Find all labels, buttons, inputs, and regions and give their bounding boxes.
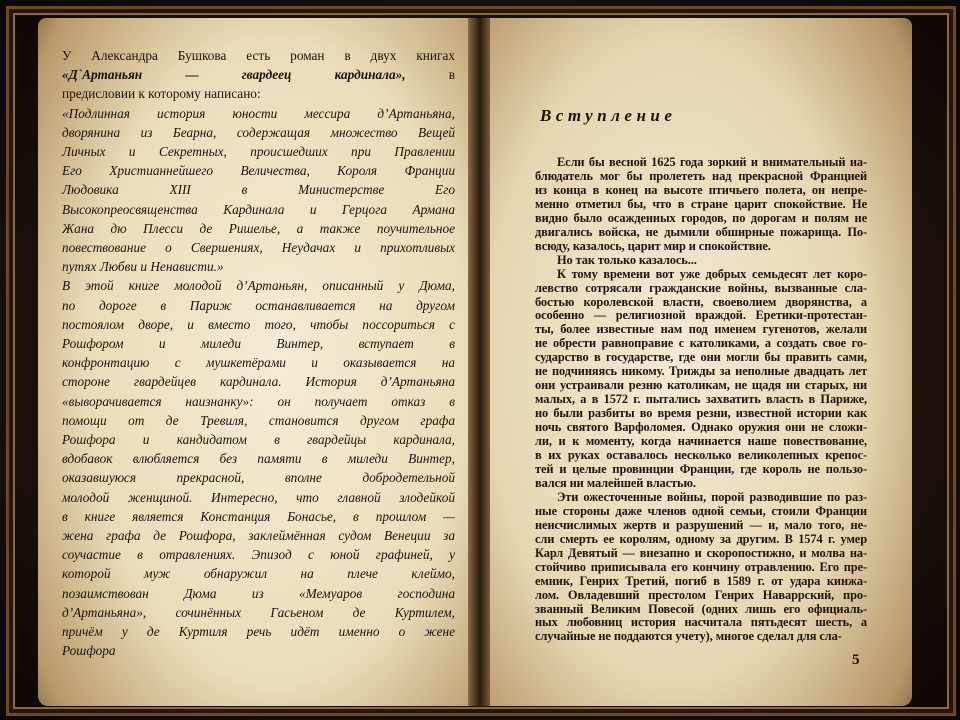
text-line: молодой женщиной. Интересно, что главной злодейкой <box>62 489 455 505</box>
text-line: Жана дю Плесси де Ришелье, а также поучительное <box>62 220 455 236</box>
book-spine <box>468 18 490 706</box>
text-line: Рошфора и кандидатом в гвардейцы кардинала, <box>62 432 455 448</box>
text-line: видно было осажденных городов, по дорогам и полям не <box>535 210 867 225</box>
page-number: 5 <box>852 652 860 668</box>
text-line: Если бы весной 1625 года зоркий и внимательный на- <box>557 155 867 169</box>
text-line: оказавшуюся прекрасной, вполне добродетельной <box>62 470 455 486</box>
text-line: стороне гвардейцев кардинала. История д’Артаньяна <box>62 374 455 390</box>
intro-title-tail: в <box>448 67 455 83</box>
intro-line: У Александра Бушкова есть роман в двух книгах <box>62 48 455 63</box>
text-line: званный Великим Повесой (одних лишь его официаль- <box>535 601 867 616</box>
text-line: по дороге в Париж останавливается на другом <box>62 297 455 313</box>
novel-title: «Д`Артаньян — гвардеец кардинала», <box>62 67 406 83</box>
text-line: Личных и Секретных, происшедших при Правлении <box>62 144 455 160</box>
text-line: они устраивали резню католикам, не щадя ни старых, ни <box>535 378 867 393</box>
text-line: Людовика XIII в Министерстве Его <box>62 182 455 198</box>
text-line: повествование о Свершениях, Неудачах и прихотливых <box>62 240 455 256</box>
text-line: в их руках оставалось несколько великолепных крепос- <box>535 448 867 463</box>
text-line: Эти ожесточенные войны, порой разводившие по раз- <box>557 489 867 504</box>
intro-line: предисловии к которому написано: <box>62 86 261 102</box>
text-line: позаимствован Дюма из «Мемуаров господина <box>62 585 455 601</box>
text-line: вался ни малейшей властью. <box>535 475 696 490</box>
text-line: случайные не поддаются учету), многое сделал для сла- <box>535 629 842 644</box>
text-line: всюду, казалось, царит мир и спокойствие. <box>535 238 771 253</box>
text-line: д’Артаньяна», сочинённых Гасьеном де Куртилем, <box>62 604 455 620</box>
preface-quote <box>62 104 455 277</box>
text-line: в книге является Констанция Бонасье, в прошлом — <box>62 508 455 524</box>
text-line: постоялом дворе, и вместо того, чтобы поссориться с <box>62 316 455 332</box>
text-line: причём у де Куртиля речь идёт именно о жене <box>62 624 455 640</box>
text-line: В этой книге молодой д’Артаньян, описанный у Дюма, <box>62 278 455 294</box>
text-line: особенно — религиозной враждой. Еретики-протестан- <box>535 308 867 323</box>
text-line: левство сотрясали гражданские войны, вызванные сла- <box>535 280 867 295</box>
text-line: бостью королевской власти, своеволием дворянства, а <box>535 294 867 309</box>
text-line: но были разбиты во время резни, известной истории как <box>535 406 867 421</box>
text-line: ночь святого Варфоломея. Однако оружия они не сложи- <box>535 420 867 435</box>
text-line: конфронтацию с мушкетёрами и оказывается на <box>62 355 455 371</box>
text-line: сли смерть ее королям, одному за другим. В 1574 г. умер <box>535 531 867 546</box>
text-line: «Подлинная история юности мессира д’Артаньяна, <box>62 105 455 121</box>
text-line: К тому времени вот уже добрых семьдесят лет коро- <box>557 266 867 281</box>
text-line: ных любовниц история насчитала пятьдесят шесть, а <box>535 615 867 630</box>
text-line: малых, а в 1572 г. пытались захватить власть в Париже, <box>535 392 867 407</box>
text-line: «выворачивается наизнанку»: он получает отказ в <box>62 393 455 409</box>
paragraph <box>535 491 867 644</box>
text-line: ты, более известные нам под именем гугенотов, желали <box>535 322 867 337</box>
text-line: Высокопреосвященства Кардинала и Герцога Армана <box>62 201 455 217</box>
text-line: двигались войска, не дымили обширные пожарища. По- <box>535 224 867 239</box>
text-line: ли, и к моменту, когда начинается наше повествование, <box>535 434 867 449</box>
text-line: Но так только казалось... <box>557 252 697 267</box>
text-line: неисчислимых жертв и разрушений — и, мало того, не- <box>535 517 867 532</box>
text-line: жена графа де Рошфора, заклеймённая судом Венеции за <box>62 528 455 544</box>
text-line: из конца в конец на высоте птичьего полета, он непре- <box>535 182 867 197</box>
paragraph <box>535 268 867 491</box>
text-line: стойчиво приписывала его кончину отравлению. Его пре- <box>535 559 867 574</box>
text-line: соучастие в отравлениях. Эпизод с юной графиней, у <box>62 547 455 563</box>
text-line: лом. Овладевший престолом Генрих Наваррский, про- <box>535 587 867 602</box>
text-line: Рошфором и миледи Винтер, вступает в <box>62 336 455 352</box>
text-line: Его Христианнейшего Величества, Короля Франции <box>62 163 455 179</box>
text-line: путях Любви и Ненависти.» <box>62 259 224 275</box>
summary-paragraph <box>62 276 455 660</box>
text-line: сударство в государстве, где они могли бы править сами, <box>535 350 867 365</box>
text-line: вдобавок влюбляется без памяти в миледи Винтер, <box>62 451 455 467</box>
text-line: не подчиняясь никому. Трижды за неполные двадцать лет <box>535 364 867 379</box>
paragraph <box>535 156 867 254</box>
text-line: Рошфора <box>62 643 116 659</box>
text-line: не обрести равноправие с католиками, а создать свое го- <box>535 336 867 351</box>
intro-title-line <box>62 65 455 84</box>
chapter-heading: Вступление <box>540 106 677 125</box>
text-line: Карл Девятый — внезапно и скоропостижно, и молва на- <box>535 545 867 560</box>
text-line: помощи от де Тревиля, становится другом графа <box>62 412 455 428</box>
text-line: которой муж обнаружил на плече клеймо, <box>62 566 455 582</box>
text-line: менно отметил бы, что в стране царит спокойствие. Не <box>535 196 867 211</box>
text-line: ные стороны даже членов одной семьи, стоили Франции <box>535 503 867 518</box>
text-line: тей и целые провинции Франции, где король не пользо- <box>535 461 867 476</box>
text-line: блюдатель мог бы пролететь над прекрасной Францией <box>535 168 867 183</box>
paragraph <box>535 254 867 268</box>
text-line: емник, Генрих Третий, погиб в 1589 г. от удара кинжа- <box>535 573 867 588</box>
text-line: дворянина из Беарна, содержащая множество Вещей <box>62 124 455 140</box>
right-page-text <box>535 156 867 644</box>
left-page-text <box>62 46 455 661</box>
